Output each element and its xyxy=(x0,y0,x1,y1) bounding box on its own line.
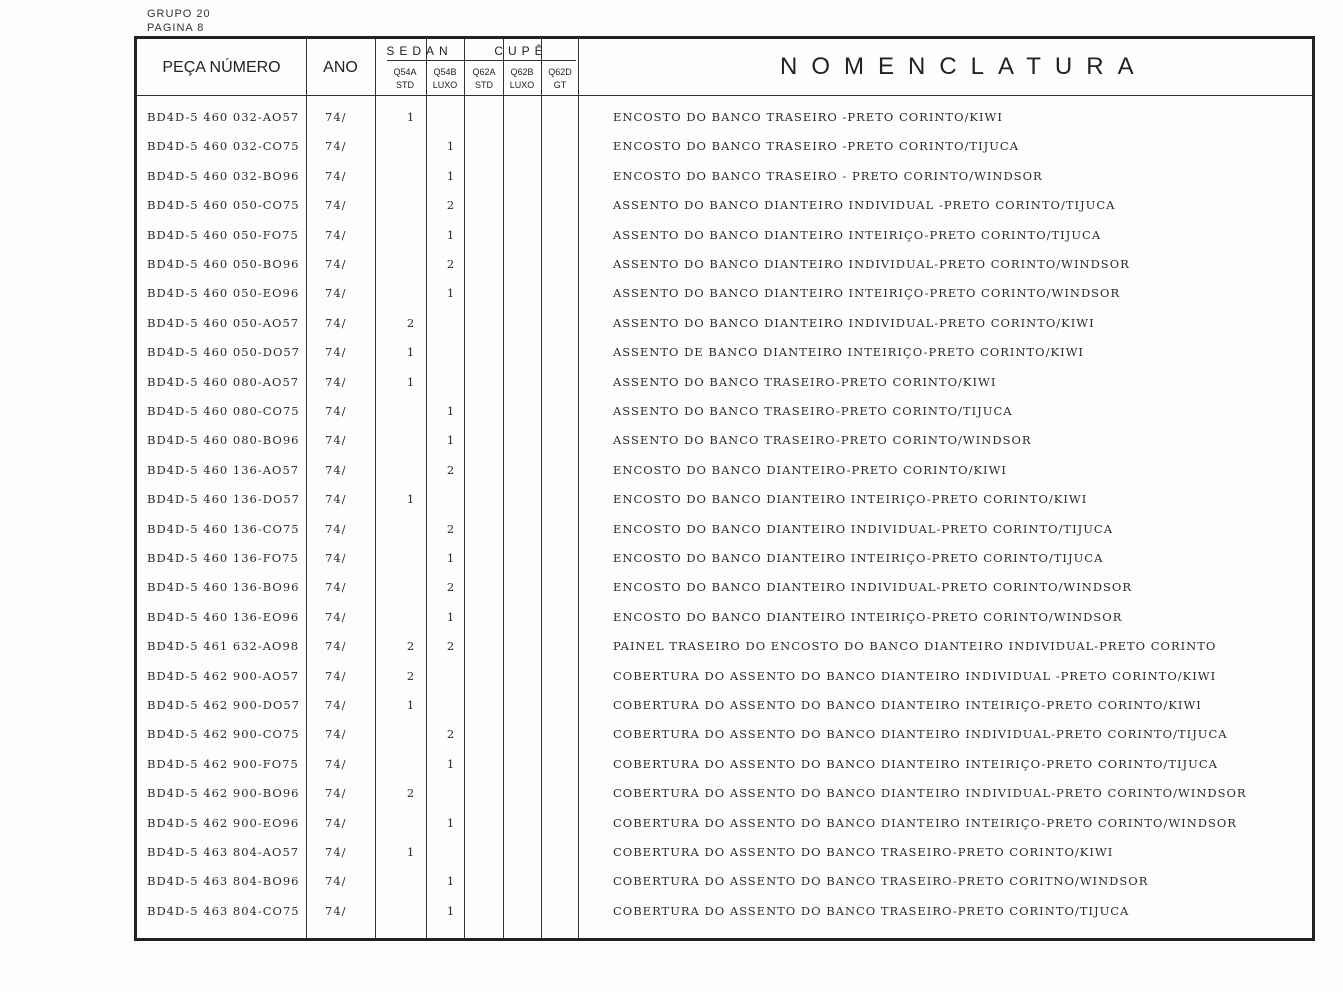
description: ENCOSTO DO BANCO DIANTEIRO-PRETO CORINTO/KIWI xyxy=(613,462,1007,477)
qty-q54a: 1 xyxy=(406,374,416,389)
sub-header-q54b: Q54B LUXO xyxy=(432,67,458,90)
qty-q54b: 2 xyxy=(446,257,456,271)
table-row xyxy=(137,426,1312,455)
part-number: BD4D-5 460 136-EO96 xyxy=(147,609,300,624)
model-year: 74/ xyxy=(325,727,347,742)
col-header-nomenclatura: NOMENCLATURA xyxy=(780,53,1148,80)
model-year: 74/ xyxy=(325,551,347,565)
model-year: 74/ xyxy=(325,580,347,595)
qty-q54b: 1 xyxy=(446,286,456,301)
table-row xyxy=(137,250,1312,279)
model-year: 74/ xyxy=(325,168,347,183)
table-row xyxy=(137,779,1312,808)
qty-q54b: 1 xyxy=(446,227,456,242)
part-number: BD4D-5 460 136-AO57 xyxy=(147,462,300,477)
part-number: BD4D-5 460 136-BO96 xyxy=(147,580,300,595)
part-number: BD4D-5 462 900-AO57 xyxy=(147,668,300,683)
model-year: 74/ xyxy=(325,404,347,418)
description: ASSENTO DO BANCO DIANTEIRO INTEIRIÇO-PRETO CORINTO/TIJUCA xyxy=(613,227,1102,242)
qty-q54a: 2 xyxy=(406,668,416,683)
description: COBERTURA DO ASSENTO DO BANCO DIANTEIRO INDIVIDUAL-PRETO CORINTO/WINDSOR xyxy=(613,786,1247,801)
model-year: 74/ xyxy=(325,433,347,448)
model-year: 74/ xyxy=(325,815,347,830)
col-header-part: PEÇA NÚMERO xyxy=(162,59,281,76)
model-year: 74/ xyxy=(325,198,347,213)
part-number: BD4D-5 460 080-BO96 xyxy=(147,433,300,448)
table-row xyxy=(137,191,1312,220)
part-number: BD4D-5 460 136-DO57 xyxy=(147,492,301,507)
qty-q54b: 2 xyxy=(446,198,456,213)
description: ENCOSTO DO BANCO DIANTEIRO INTEIRIÇO-PRETO CORINTO/TIJUCA xyxy=(613,551,1104,565)
model-year: 74/ xyxy=(325,698,347,712)
sub-header-q62d: Q62D GT xyxy=(548,67,572,90)
description: ENCOSTO DO BANCO TRASEIRO -PRETO CORINTO/KIWI xyxy=(613,110,1003,124)
qty-q54b: 1 xyxy=(446,139,456,154)
qty-q54a: 1 xyxy=(406,845,416,859)
qty-q54b: 1 xyxy=(446,433,456,448)
qty-q54a: 1 xyxy=(406,492,416,507)
table-row xyxy=(137,750,1312,779)
part-number: BD4D-5 461 632-AO98 xyxy=(147,639,300,654)
group-label: GRUPO 20 xyxy=(147,8,211,20)
model-year: 74/ xyxy=(325,903,347,918)
description: ASSENTO DO BANCO DIANTEIRO INDIVIDUAL-PRETO CORINTO/KIWI xyxy=(613,315,1095,330)
model-year: 74/ xyxy=(325,845,347,859)
description: COBERTURA DO ASSENTO DO BANCO TRASEIRO-PRETO CORITNO/WINDSOR xyxy=(613,874,1149,889)
qty-q54b: 2 xyxy=(446,521,456,536)
model-year: 74/ xyxy=(325,874,347,889)
part-number: BD4D-5 460 136-CO75 xyxy=(147,521,300,536)
description: ENCOSTO DO BANCO DIANTEIRO INTEIRIÇO-PRETO CORINTO/KIWI xyxy=(613,492,1088,507)
table-row xyxy=(137,338,1312,367)
model-year: 74/ xyxy=(325,639,347,654)
group-header-sedan: SEDAN xyxy=(386,44,453,58)
table-row xyxy=(137,485,1312,514)
description: COBERTURA DO ASSENTO DO BANCO DIANTEIRO INTEIRIÇO-PRETO CORINTO/TIJUCA xyxy=(613,756,1218,771)
table-row xyxy=(137,103,1312,132)
description: ENCOSTO DO BANCO DIANTEIRO INDIVIDUAL-PRETO CORINTO/TIJUCA xyxy=(613,521,1114,536)
model-year: 74/ xyxy=(325,521,347,536)
description: COBERTURA DO ASSENTO DO BANCO DIANTEIRO INTEIRIÇO-PRETO CORINTO/WINDSOR xyxy=(613,815,1237,830)
description: COBERTURA DO ASSENTO DO BANCO DIANTEIRO INDIVIDUAL -PRETO CORINTO/KIWI xyxy=(613,668,1217,683)
table-row xyxy=(137,662,1312,691)
model-year: 74/ xyxy=(325,756,347,771)
table-row xyxy=(137,544,1312,573)
table-row xyxy=(137,632,1312,661)
table-row xyxy=(137,456,1312,485)
table-row xyxy=(137,162,1312,191)
part-number: BD4D-5 463 804-BO96 xyxy=(147,874,300,889)
table-row xyxy=(137,691,1312,720)
sub-header-q54a: Q54A STD xyxy=(393,67,417,90)
qty-q54b: 1 xyxy=(446,609,456,624)
qty-q54b: 2 xyxy=(446,462,456,477)
model-year: 74/ xyxy=(325,110,347,124)
qty-q54b: 1 xyxy=(446,874,456,889)
description: ASSENTO DO BANCO DIANTEIRO INDIVIDUAL-PRETO CORINTO/WINDSOR xyxy=(613,257,1130,271)
sub-header-q62b: Q62B LUXO xyxy=(509,67,535,90)
model-year: 74/ xyxy=(325,668,347,683)
part-number: BD4D-5 460 050-FO75 xyxy=(147,227,299,242)
description: COBERTURA DO ASSENTO DO BANCO TRASEIRO-PRETO CORINTO/KIWI xyxy=(613,845,1114,859)
qty-q54b: 2 xyxy=(446,580,456,595)
table-row xyxy=(137,838,1312,867)
description: ASSENTO DO BANCO DIANTEIRO INTEIRIÇO-PRETO CORINTO/WINDSOR xyxy=(613,286,1121,301)
qty-q54b: 1 xyxy=(446,404,456,418)
qty-q54a: 2 xyxy=(406,315,416,330)
description: COBERTURA DO ASSENTO DO BANCO TRASEIRO-PRETO CORINTO/TIJUCA xyxy=(613,903,1130,918)
qty-q54a: 1 xyxy=(406,345,416,360)
model-year: 74/ xyxy=(325,286,347,301)
description: ENCOSTO DO BANCO TRASEIRO - PRETO CORINTO/WINDSOR xyxy=(613,168,1043,183)
model-year: 74/ xyxy=(325,257,347,271)
description: ASSENTO DO BANCO DIANTEIRO INDIVIDUAL -PRETO CORINTO/TIJUCA xyxy=(613,198,1116,213)
part-number: BD4D-5 460 080-AO57 xyxy=(147,374,300,389)
model-year: 74/ xyxy=(325,462,347,477)
subheader-rule xyxy=(387,60,576,61)
table-row xyxy=(137,221,1312,250)
part-number: BD4D-5 460 032-CO75 xyxy=(147,139,300,154)
description: ASSENTO DO BANCO TRASEIRO-PRETO CORINTO/TIJUCA xyxy=(613,404,1013,418)
table-row xyxy=(137,368,1312,397)
description: COBERTURA DO ASSENTO DO BANCO DIANTEIRO INDIVIDUAL-PRETO CORINTO/TIJUCA xyxy=(613,727,1228,742)
model-year: 74/ xyxy=(325,227,347,242)
qty-q54a: 2 xyxy=(406,639,416,654)
model-year: 74/ xyxy=(325,609,347,624)
table-row xyxy=(137,897,1312,926)
table-row xyxy=(137,515,1312,544)
description: ENCOSTO DO BANCO DIANTEIRO INTEIRIÇO-PRETO CORINTO/WINDSOR xyxy=(613,609,1123,624)
part-number: BD4D-5 463 804-AO57 xyxy=(147,845,300,859)
model-year: 74/ xyxy=(325,492,347,507)
table-row xyxy=(137,809,1312,838)
table-row xyxy=(137,720,1312,749)
table-row xyxy=(137,279,1312,308)
description: ASSENTO DO BANCO TRASEIRO-PRETO CORINTO/WINDSOR xyxy=(613,433,1032,448)
model-year: 74/ xyxy=(325,139,347,154)
part-number: BD4D-5 460 136-FO75 xyxy=(147,551,299,565)
description: ASSENTO DO BANCO TRASEIRO-PRETO CORINTO/KIWI xyxy=(613,374,997,389)
part-number: BD4D-5 460 050-DO57 xyxy=(147,345,301,360)
description: ENCOSTO DO BANCO TRASEIRO -PRETO CORINTO/TIJUCA xyxy=(613,139,1020,154)
table-row xyxy=(137,573,1312,602)
qty-q54a: 1 xyxy=(406,110,416,124)
part-number: BD4D-5 462 900-FO75 xyxy=(147,756,299,771)
description: COBERTURA DO ASSENTO DO BANCO DIANTEIRO INTEIRIÇO-PRETO CORINTO/KIWI xyxy=(613,698,1202,712)
table-row xyxy=(137,867,1312,896)
part-number: BD4D-5 460 050-BO96 xyxy=(147,257,300,271)
part-number: BD4D-5 462 900-BO96 xyxy=(147,786,300,801)
table-row xyxy=(137,603,1312,632)
parts-table xyxy=(134,36,1315,941)
part-number: BD4D-5 460 050-CO75 xyxy=(147,198,300,213)
part-number: BD4D-5 460 080-CO75 xyxy=(147,404,300,418)
qty-q54a: 2 xyxy=(406,786,416,801)
qty-q54b: 1 xyxy=(446,551,456,565)
group-header-cupe: CUPÊ xyxy=(494,44,548,58)
page-label: PAGINA 8 xyxy=(147,22,205,34)
part-number: BD4D-5 460 032-AO57 xyxy=(147,110,300,124)
description: PAINEL TRASEIRO DO ENCOSTO DO BANCO DIANTEIRO INDIVIDUAL-PRETO CORINTO xyxy=(613,639,1217,654)
table-row xyxy=(137,132,1312,161)
part-number: BD4D-5 462 900-EO96 xyxy=(147,815,300,830)
part-number: BD4D-5 460 032-BO96 xyxy=(147,168,300,183)
qty-q54b: 1 xyxy=(446,756,456,771)
description: ENCOSTO DO BANCO DIANTEIRO INDIVIDUAL-PRETO CORINTO/WINDSOR xyxy=(613,580,1133,595)
qty-q54a: 1 xyxy=(406,698,416,712)
part-number: BD4D-5 460 050-EO96 xyxy=(147,286,300,301)
part-number: BD4D-5 462 900-CO75 xyxy=(147,727,300,742)
qty-q54b: 1 xyxy=(446,815,456,830)
model-year: 74/ xyxy=(325,786,347,801)
table-row xyxy=(137,309,1312,338)
model-year: 74/ xyxy=(325,374,347,389)
table-row xyxy=(137,397,1312,426)
qty-q54b: 1 xyxy=(446,903,456,918)
header-rule xyxy=(137,95,1312,96)
model-year: 74/ xyxy=(325,315,347,330)
model-year: 74/ xyxy=(325,345,347,360)
part-number: BD4D-5 460 050-AO57 xyxy=(147,315,300,330)
qty-q54b: 1 xyxy=(446,168,456,183)
sub-header-q62a: Q62A STD xyxy=(472,67,496,90)
col-header-ano: ANO xyxy=(323,59,358,76)
description: ASSENTO DE BANCO DIANTEIRO INTEIRIÇO-PRETO CORINTO/KIWI xyxy=(613,345,1084,360)
part-number: BD4D-5 462 900-DO57 xyxy=(147,698,301,712)
qty-q54b: 2 xyxy=(446,639,456,654)
part-number: BD4D-5 463 804-CO75 xyxy=(147,903,300,918)
qty-q54b: 2 xyxy=(446,727,456,742)
